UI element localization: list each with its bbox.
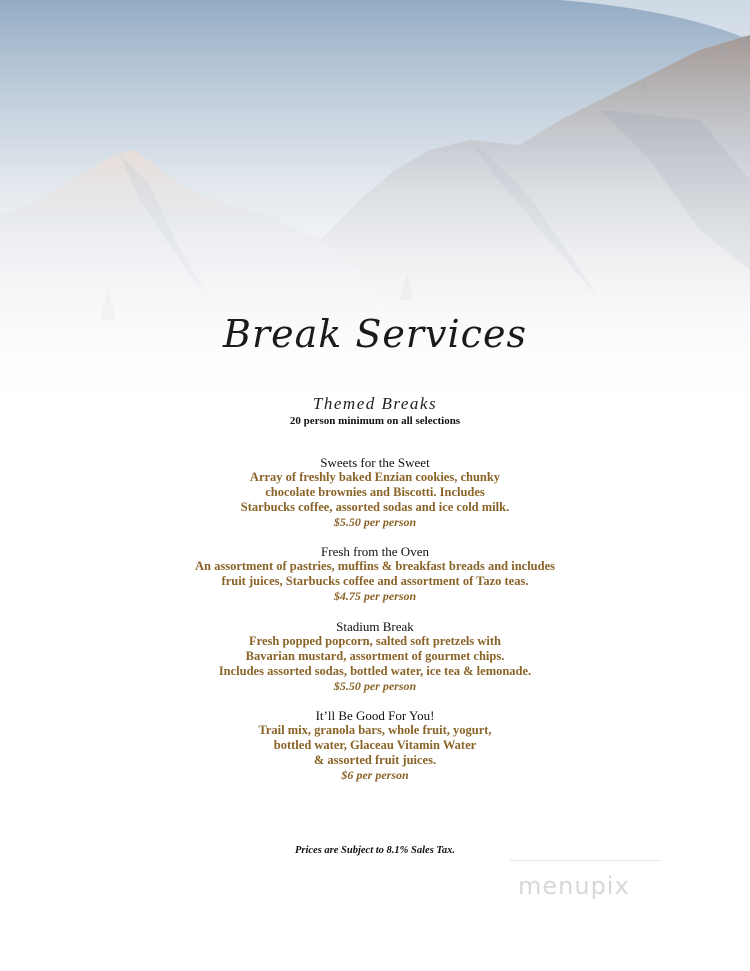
minimum-note: 20 person minimum on all selections [289,415,461,427]
item-price: $4.75 per person [333,589,417,603]
menu-item [0,455,750,530]
item-description-line: Includes assorted sodas, bottled water, ice tea & lemonade. [218,664,532,678]
item-description-line: & assorted fruit juices. [313,753,437,767]
item-description-line: chocolate brownies and Biscotti. Includes [265,485,485,499]
item-price: $6 per person [341,768,409,782]
item-description-line: bottled water, Glaceau Vitamin Water [273,738,477,752]
page-title: Break Services [223,312,527,356]
item-name: Stadium Break [336,619,414,634]
item-description-line: An assortment of pastries, muffins & breakfast breads and includes [195,559,555,573]
menu-item [0,544,750,604]
item-name: Sweets for the Sweet [320,455,430,470]
item-description-line: fruit juices, Starbucks coffee and assortment of Tazo teas. [221,574,529,588]
item-description-line: Starbucks coffee, assorted sodas and ice cold milk. [240,500,510,514]
item-price: $5.50 per person [333,679,417,693]
item-description-line: Bavarian mustard, assortment of gourmet chips. [245,649,505,663]
item-name: It’ll Be Good For You! [315,708,435,723]
item-name: Fresh from the Oven [321,544,429,559]
menupix-watermark [510,858,670,918]
sales-tax-note: Prices are Subject to 8.1% Sales Tax. [294,845,456,856]
item-price: $5.50 per person [333,515,417,529]
menu-item [0,619,750,694]
menu-item [0,708,750,783]
item-description-line: Fresh popped popcorn, salted soft pretzels with [249,634,501,648]
section-subtitle: Themed Breaks [312,394,438,413]
item-description-line: Array of freshly baked Enzian cookies, chunky [249,470,501,484]
watermark-divider [510,860,660,861]
item-description-line: Trail mix, granola bars, whole fruit, yogurt, [258,723,492,737]
watermark-text: menupix [518,872,630,900]
